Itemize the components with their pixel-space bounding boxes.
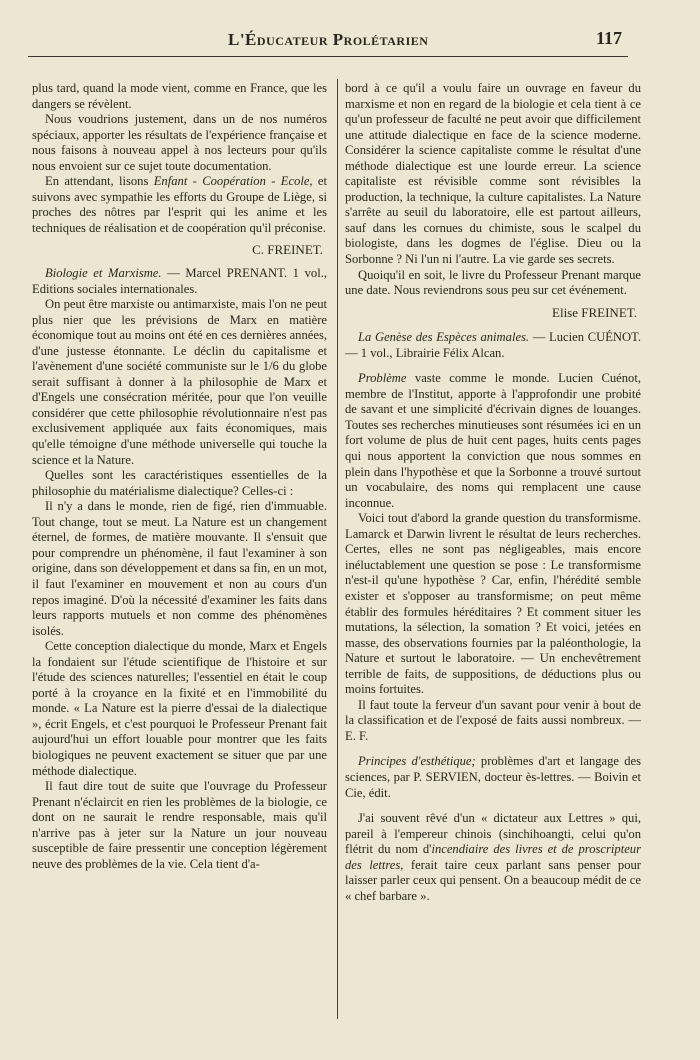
paragraph: Quelles sont les caractéristiques essentielles de la philosophie du matérialisme dialectique? Celles-ci : bbox=[32, 468, 327, 498]
text-run: Problème bbox=[358, 371, 407, 386]
text-run: , et suivons avec sympathie les efforts du Groupe de Liège, si proches des nôtres par l'esprit qui les anime et les techniques de réalisation et de coopération qu'il préconise. bbox=[32, 174, 328, 235]
journal-title: L'Éducateur Prolétarien bbox=[228, 30, 429, 49]
paragraph bbox=[345, 371, 641, 511]
paragraph: Il faut dire tout de suite que l'ouvrage du Professeur Prenant n'éclaircit en rien les problèmes de la biologie, ce dont on ne saurait le rendre responsable, mais qu'il n'arrive pas à jeter sur la Nature un jour nouveau susceptible de faire pressentir une conception légèrement neuve des problèmes de la vie. Cela tient d'a- bbox=[32, 779, 327, 871]
text-run: ferait taire ceux parlant sans penser pour laisser parler ceux qui pensent. On a beaucoup médit de ce « chef barbare ». bbox=[345, 857, 641, 903]
book-title: La Genèse des Espèces animales. bbox=[358, 330, 530, 345]
paragraph: Voici tout d'abord la grande question du transformisme. Lamarck et Darwin livrent le résultat de leurs recherches. Certes, elles ne sont pas négligeables, mais encore inéluctablement une question se pose : Le transformisme n'est-il qu'une hypothèse ? Car, enfin, l'hérédité semble exister et s'opposer au transformisme; on peut même établir des formules héréditaires ? Et comment situer les mutations, la sélection, la somation ? Et voici, jetées en masse, des observations fournies par la paléonthologie, la Nature et surtout le laboratoire. — Un enchevêtrement terrible de faits, de suppositions, de déductions plus ou moins fortuites. bbox=[345, 511, 641, 697]
header-rule bbox=[28, 56, 628, 57]
paragraph: On peut être marxiste ou antimarxiste, mais l'on ne peut plus nier que les prévisions de Marx en matière économique tout au moins ont été en ces dernières années, d'une justesse étonnante. Le déclin du capitalisme et l'avènement d'une société communiste sur le 1/6 du globe serait suffisant à donner à la philosophie de Marx et d'Engels une consécration méritée, pour que l'on veuille considérer que cette philosophie révolutionnaire n'est pas exclusivement appliquée aux faits économiques, mais qu'elle témoigne d'une méthode universelle qui touche la science et la Nature. bbox=[32, 297, 327, 467]
signature: Elise FREINET. bbox=[552, 304, 637, 320]
paragraph: Cette conception dialectique du monde, Marx et Engels la fondaient sur l'étude scientifique de l'histoire et sur l'étude des sciences naturelles; l'essentiel en était le coup porté à la croyance en la fixité et en l'immobilité du monde. « La Nature est la pierre d'essai de la dialectique », écrit Engels, et c'est pourquoi le Professeur Prenant fait aujourd'hui un effort louable pour montrer que les faits biologiques ne peuvent exactement se situer que par une méthode dialectique. bbox=[32, 639, 327, 778]
text-run: En attendant, lisons bbox=[45, 174, 154, 189]
book-reference bbox=[345, 754, 641, 801]
paragraph: Quoiqu'il en soit, le livre du Professeur Prenant marque une date. Nous reviendrons sous peu sur cet événement. bbox=[345, 267, 641, 298]
text-run: problèmes d'art et langage des sciences, par P. SERVIEN, docteur ès-lettres. — Boivin et Cie, édit. bbox=[345, 754, 641, 800]
paragraph: plus tard, quand la mode vient, comme en France, que les dangers se révèlent. bbox=[32, 81, 327, 111]
paragraph: Il n'y a dans le monde, rien de figé, rien d'immuable. Tout change, tout se meut. La Nature est un changement éternel, de formes, de matière mouvante. Il s'ensuit que pour comprendre un phénomène, il faut l'examiner à son origine, dans son développement et dans sa fin, en un mot, il faut l'examiner en mouvement et non au cours d'un repos imaginé. D'où la nécessité d'examiner les faits dans leurs rapports mutuels et non comme des phénomènes isolés. bbox=[32, 499, 327, 638]
book-title: Principes d'esthétique; bbox=[358, 754, 476, 769]
paragraph bbox=[345, 811, 641, 904]
paragraph bbox=[32, 174, 327, 236]
text-run: incendiaire des livres et de proscripteur des lettres, bbox=[345, 842, 641, 872]
book-reference bbox=[32, 266, 327, 297]
left-column bbox=[32, 81, 327, 872]
column-divider bbox=[337, 79, 338, 1019]
text-run: vaste comme le monde. Lucien Cuénot, membre de l'Institut, apporte à l'approfondir une probité de savant et une simplicité d'écrivain dignes de louanges. Toutes ses recherches minutieuses sont résumées ici en un fort volume de plus de huit cent pages, huits cents pages qui nous apportent la conviction que nous sommes en plein dans l'hypothèse et que la Sorbonne a trouvé surtout un vocabulaire, des noms qui remplacent une cause inconnue. bbox=[345, 371, 641, 510]
paragraph: Nous voudrions justement, dans un de nos numéros spéciaux, apporter les résultats de l'expérience française et nous faisons à nouveau appel à nos lecteurs pour qu'ils nous envoient sur ce sujet toute documentation. bbox=[32, 112, 327, 173]
right-column bbox=[345, 81, 641, 904]
text-run: — Marcel PRENANT. 1 vol., Editions sociales internationales. bbox=[32, 266, 327, 296]
book-title: Biologie et Marxisme. bbox=[45, 266, 162, 281]
paragraph: Il faut toute la ferveur d'un savant pour venir à bout de la classification et de l'exposé de faits aussi nombreux. — E. F. bbox=[345, 697, 641, 743]
book-title: Enfant - Coopération - Ecole bbox=[153, 174, 310, 189]
signature: C. FREINET. bbox=[252, 242, 323, 258]
book-reference bbox=[345, 330, 641, 361]
text-run: — Lucien CUÉNOT. — 1 vol., Librairie Félix Alcan. bbox=[345, 330, 641, 360]
running-header bbox=[28, 26, 628, 56]
text-run: J'ai souvent rêvé d'un « dictateur aux Lettres » qui, pareil à l'empereur chinois (sinchihoangti, celui qu'on flétrit du nom d' bbox=[345, 811, 641, 857]
page-number: 117 bbox=[596, 28, 623, 48]
paragraph: bord à ce qu'il a voulu faire un ouvrage en faveur du marxisme et non en regard de la biologie et cela tient à ce qu'un professeur de faculté ne peut avoir que difficilement une attitude dialectique en face de la science moderne. Considérer la science capitaliste comme le résultat d'une méthode dialectique est une lourde erreur. La science capitaliste est révisible comme sont révisibles la production, la technique, la culture capitalistes. La Nature s'arrête au seuil du laboratoire, elle est partout ailleurs, sauf dans les cornues du chimiste, sous le scalpel du biologiste, dans les dogmes de l'église. Dieu ou la Sorbonne ? Ni l'un ni l'autre. La vie garde ses secrets. bbox=[345, 81, 641, 267]
